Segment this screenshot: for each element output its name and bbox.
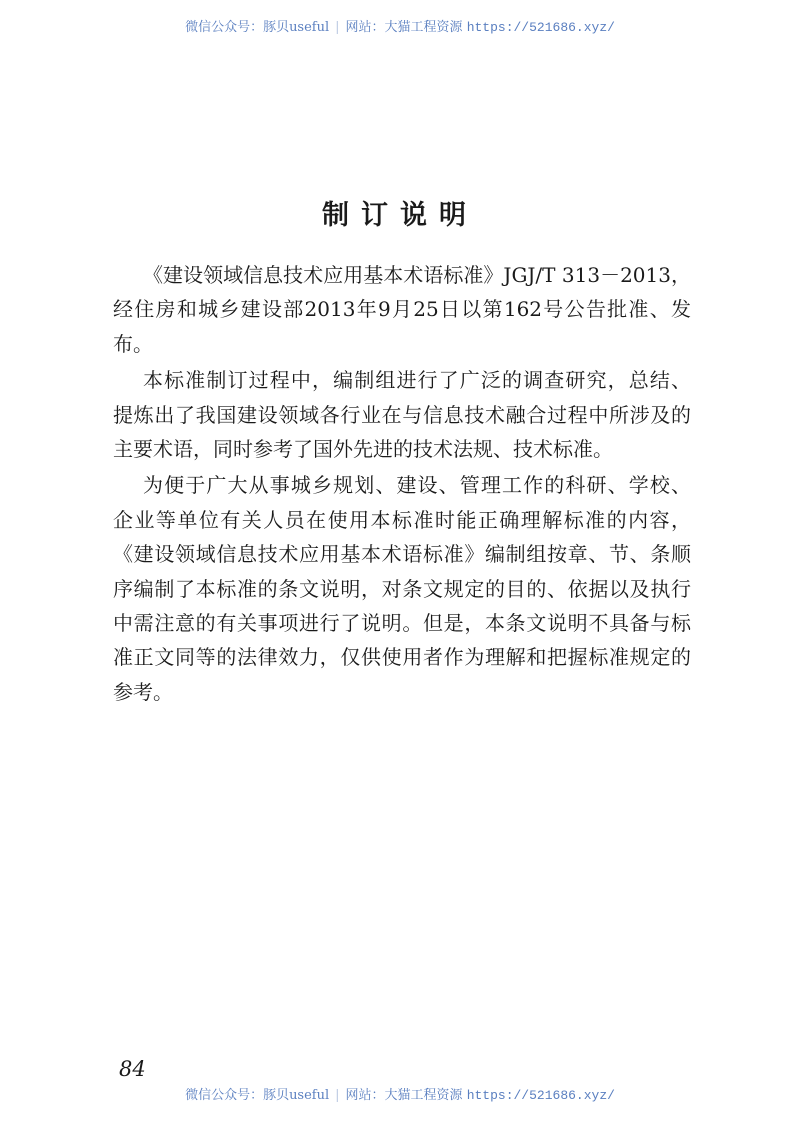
watermark-separator: | — [335, 1088, 340, 1103]
paragraph — [113, 468, 691, 709]
watermark-separator: | — [335, 20, 340, 35]
paragraph — [113, 258, 691, 361]
text-line: 准正文同等的法律效力，仅供使用者作为理解和把握标准规定的 — [113, 645, 691, 670]
watermark-url: https://521686.xyz/ — [466, 1088, 615, 1103]
watermark-site: 网站：大猫工程资源 — [345, 20, 463, 35]
text-line: 为便于广大从事城乡规划、建设、管理工作的科研、学校、 — [143, 473, 691, 498]
paragraph — [113, 363, 691, 466]
text-line: 《建设领域信息技术应用基本术语标准》编制组按章、节、条顺 — [113, 542, 691, 567]
page-number: 84 — [119, 1057, 146, 1081]
watermark-wechat: 微信公众号：豚贝useful — [185, 1088, 330, 1103]
watermark-site: 网站：大猫工程资源 — [345, 1088, 463, 1103]
page-title: 制订说明 — [322, 200, 478, 231]
text-line: 企业等单位有关人员在使用本标准时能正确理解标准的内容， — [113, 507, 691, 532]
text-line: 《建设领域信息技术应用基本术语标准》JGJ/T 313－2013， — [143, 263, 691, 287]
body-text — [113, 258, 691, 711]
text-line: 本标准制订过程中，编制组进行了广泛的调查研究，总结、 — [143, 368, 691, 393]
text-line: 中需注意的有关事项进行了说明。但是，本条文说明不具备与标 — [113, 610, 691, 635]
watermark-url: https://521686.xyz/ — [466, 20, 615, 35]
watermark-footer — [0, 1084, 800, 1103]
watermark-wechat: 微信公众号：豚贝useful — [185, 20, 330, 35]
text-line: 序编制了本标准的条文说明，对条文规定的目的、依据以及执行 — [113, 576, 691, 601]
text-line: 主要术语，同时参考了国外先进的技术法规、技术标准。 — [113, 436, 613, 461]
text-line: 提炼出了我国建设领域各行业在与信息技术融合过程中所涉及的 — [113, 402, 691, 427]
text-line: 经住房和城乡建设部2013年9月25日以第162号公告批准、发 — [113, 297, 691, 322]
text-line: 参考。 — [113, 679, 173, 704]
text-line: 布。 — [113, 331, 153, 356]
watermark-header — [0, 16, 800, 35]
